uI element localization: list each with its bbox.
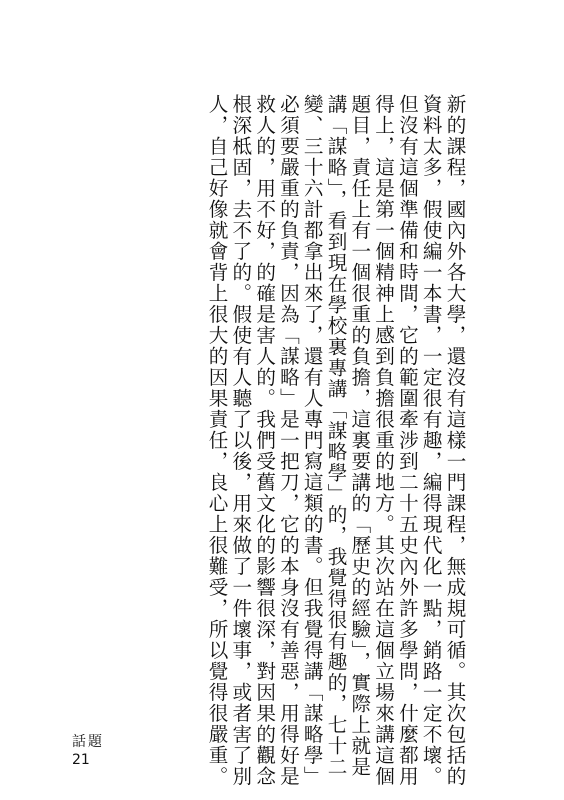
text-column-7: 變、三十六計都拿出來了，還有人專門寫這類的書。但我覺得講「謀略學」 [300, 94, 324, 787]
text-column-2: 資料太多，假使編一本書，一定很有趣，編得現代化一點，銷路一定不壞。 [419, 94, 443, 787]
text-column-11: 人，自己好像就會背上很大的因果責任，良心上很難受，所以覺得很嚴重。 [205, 94, 229, 787]
page-number: 21 [72, 752, 90, 768]
text-column-1: 新的課程，國內外各大學，還沒有這樣一門課程，無成規可循。其次包括的 [443, 94, 466, 787]
text-column-10: 根深柢固，去不了的。假使有人聽了以後，用來做了一件壞事，或者害了別 [228, 94, 252, 787]
footer-section-title: 話題 [72, 734, 104, 750]
text-column-5: 題目，責任上有一個很重的負擔，這裏要講的「歷史的經驗」，實際上就是 [347, 94, 371, 778]
text-column-3: 但沒有這個準備和時間，它的範圍牽涉到二十五史內外許多學問，什麼都用 [395, 94, 419, 787]
text-column-4: 得上，這是第一個精神上感到負擔很重的地方。其次站在這個立場來講這個 [371, 94, 395, 787]
text-column-6: 講「謀略」，看到現在學校裏專講「謀略學」的，我覺得很有趣的，七十二 [324, 94, 348, 778]
text-column-8: 必須要嚴重的負責，因為「謀略」是一把刀，它的本身沒有善惡，用得好是 [276, 94, 300, 787]
body-text [96, 94, 466, 787]
text-column-9: 救人的，用不好，的確是害人的。我們受舊文化的影響很深，對因果的觀念 [252, 94, 276, 787]
